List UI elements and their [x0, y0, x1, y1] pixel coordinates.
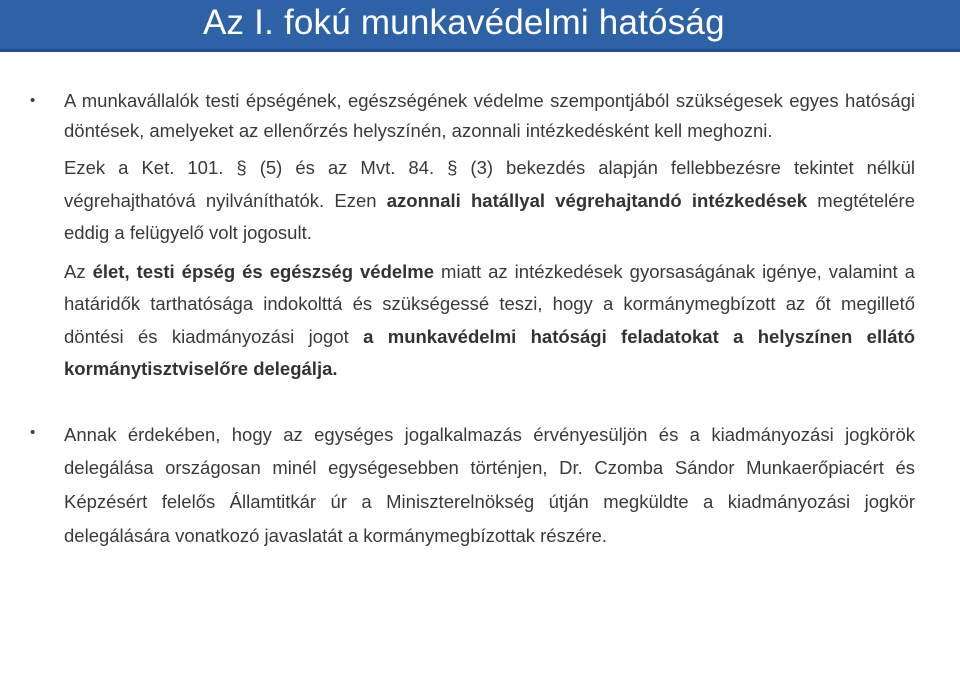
bold-text-segment: azonnali hatállyal végrehajtandó intézkedések	[386, 189, 808, 211]
slide-content	[30, 86, 915, 553]
bold-text-segment: a munkavédelmi hatósági feladatokat a helyszínen ellátó kormánytisztviselőre delegálja.	[64, 325, 915, 379]
slide-title: Az I. fokú munkavédelmi hatóság	[203, 3, 725, 42]
bullet-item-2	[30, 418, 915, 553]
paragraph-4	[64, 418, 915, 553]
text-segment: miatt az intézkedések gyorsaságának igénye, valamint a határidők tarthatósága indokolttá és szükségessé teszi, hogy a kormánymegbízott az őt megillető döntési és kiadmányozási jogot	[64, 260, 915, 347]
text-segment: Ezek a Ket. 101. § (5) és az Mvt. 84. § (3) bekezdés alapján fellebbezésre tekintet nélkül végrehajthatóvá nyilváníthatók. Ezen	[64, 157, 915, 211]
spacer	[30, 386, 915, 418]
text-segment: Annak érdekében, hogy az egységes jogalkalmazás érvényesüljön és a kiadmányozási jogkörök delegálása országosan minél egységesebben történjen, Dr. Czomba Sándor Munkaerőpiacért és Képzésért felelős Államtitkár úr a Miniszterelnökség útján megküldte a kiadmányozási jogkör delegálására vonatkozó javaslatát a kormánymegbízottak részére.	[64, 423, 915, 546]
bold-text-segment: élet, testi épség és egészség védelme	[92, 260, 435, 282]
bullet-marker: •	[30, 92, 36, 109]
paragraph-3	[64, 256, 915, 386]
bullet-item-1	[30, 86, 915, 386]
paragraph-2	[64, 152, 915, 250]
text-segment: megtételére eddig a felügyelő volt jogosult.	[64, 189, 915, 243]
text-segment: Az	[64, 260, 93, 282]
paragraph-1	[64, 86, 915, 146]
bullet-marker: •	[30, 423, 36, 441]
title-bar	[0, 0, 960, 52]
text-segment: A munkavállalók testi épségének, egészségének védelme szempontjából szükségesek egyes hatósági döntések, amelyeket az ellenőrzés helyszínén, azonnali intézkedésként kell meghozni.	[64, 90, 915, 141]
